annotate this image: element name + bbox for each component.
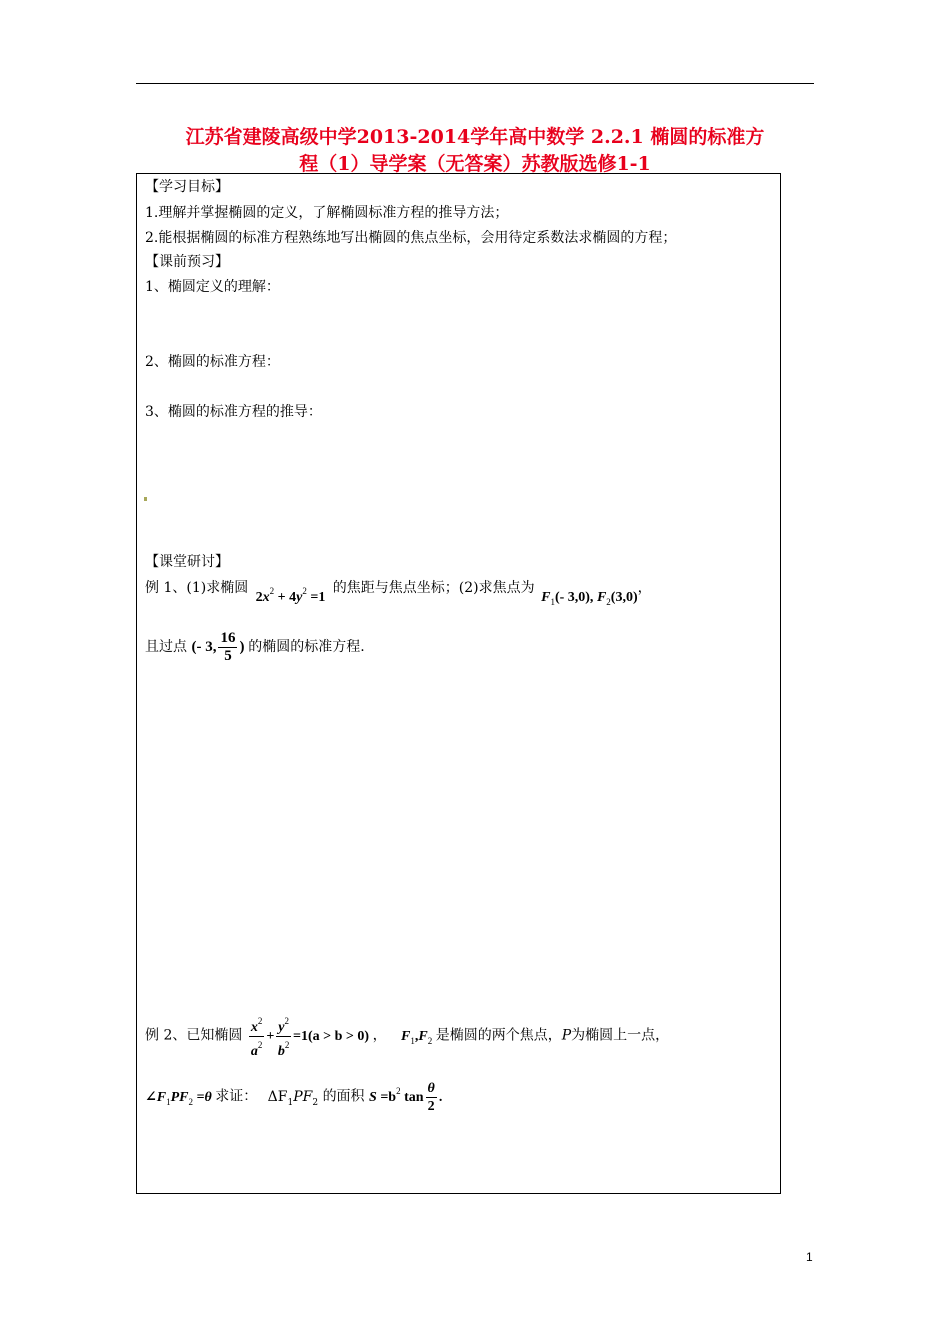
angle-expression: $\angle F_1PF_2 =\theta$ — [145, 1089, 212, 1107]
preview-item-2: 2、椭圆的标准方程： — [145, 354, 280, 370]
example2-foci-desc: 是椭圆的两个焦点， — [435, 1027, 562, 1044]
goal-2: 2.能根据椭圆的标准方程熟练地写出椭圆的焦点坐标，会用待定系数法求椭圆的方程； — [145, 230, 677, 246]
header-rule — [136, 83, 814, 84]
example2-line2: $\angle F_1PF_2 =\theta$ 求证： $\Delta F_1PF_2$ 的面积 $S =b^2$ tan $\frac{\theta}{2}$ . — [145, 1081, 443, 1114]
preview-item-3: 3、椭圆的标准方程的推导： — [145, 404, 322, 420]
example1-line2 — [145, 630, 365, 665]
example2-p-desc: 为椭圆上一点， — [571, 1027, 670, 1044]
triangle-expression: $\Delta F_1PF_2$ — [267, 1088, 319, 1108]
goal-1: 1.理解并掌握椭圆的定义，了解椭圆标准方程的推导方法； — [145, 205, 509, 221]
goals-header: 【学习目标】 — [145, 179, 229, 195]
ellipse-general-equation: $\frac{x^2}{a^2}$ + $\frac{y^2}{b^2}$ =1(a > b > 0) — [247, 1029, 373, 1044]
example2-prefix: 例 2、已知椭圆 — [145, 1027, 243, 1044]
example1-line1: 例 1、(1)求椭圆 $2x^2 + 4y^2 =1$ 的焦距与焦点坐标；(2)求焦点为 $F_1(-$ 3,0), $F_2(3,0)$， — [145, 578, 652, 612]
area-formula: $S =b^2$ tan $\frac{\theta}{2}$ . — [369, 1081, 443, 1114]
example1-prefix: 例 1、(1)求椭圆 — [145, 580, 249, 596]
preview-header: 【课前预习】 — [145, 254, 229, 270]
point-expression: (- 3, $\frac{16}{5}$ ) — [191, 630, 245, 664]
foci-expression: $F_1(-$ 3,0), $F_2(3,0)$ — [541, 590, 638, 607]
ellipse-equation: $2x^2 + 4y^2 =1$ — [255, 586, 326, 605]
example2-line1: 例 2、已知椭圆 $\frac{x^2}{a^2}$ + $\frac{y^2}{b^2}$ =1(a > b > 0) ， $F_1,F_2$ 是椭圆的两个焦点，P为椭圆上一点， — [145, 1013, 669, 1060]
foci-f1-f2: $F_1,F_2$ — [401, 1028, 433, 1046]
preview-item-1: 1、椭圆定义的理解： — [145, 279, 280, 295]
example1-line2-suffix: 的椭圆的标准方程. — [248, 638, 365, 655]
page-number: 1 — [806, 1250, 813, 1264]
stray-mark — [144, 497, 147, 501]
example1-line2-prefix: 且过点 — [145, 638, 187, 655]
class-header: 【课堂研讨】 — [145, 554, 229, 570]
document-title-line1: 江苏省建陵高级中学2013-2014学年高中数学 2.2.1 椭圆的标准方 — [185, 126, 765, 148]
example1-mid: 的焦距与焦点坐标；(2)求焦点为 — [332, 580, 535, 596]
document-title-line2: 程（1）导学案（无答案）苏教版选修1-1 — [299, 153, 651, 175]
